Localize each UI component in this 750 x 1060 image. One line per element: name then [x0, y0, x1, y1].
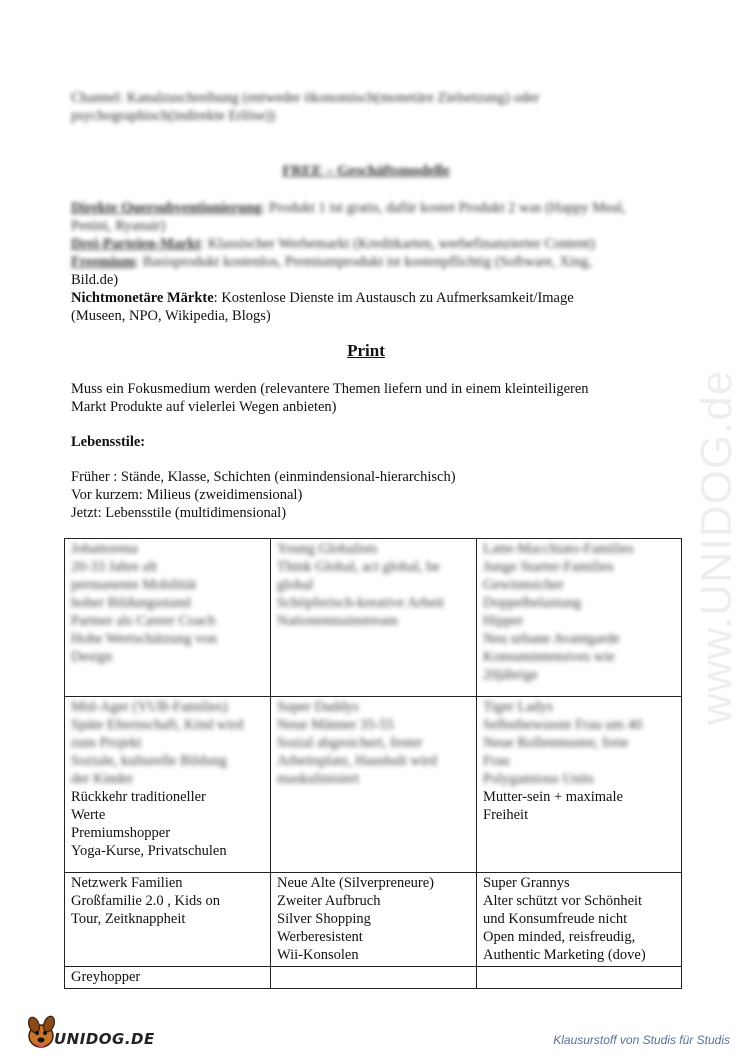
cell-line: Alter schützt vor Schönheit: [483, 893, 643, 909]
cell-line: Super Daddys: [277, 699, 359, 715]
lifestyles-table: [64, 538, 682, 989]
cell-line: Neue Männer 35-55: [277, 717, 394, 733]
cell-line: Arbeitsplatz, Haushalt wird: [277, 753, 437, 769]
cell-line: maskulinisiert: [277, 771, 360, 787]
cell-line: Werberesistent: [277, 929, 363, 945]
table-cell: [65, 873, 271, 967]
cell-line: global: [277, 577, 314, 593]
table-cell: [477, 539, 682, 697]
footer-tagline: Klausurstoff von Studis für Studis: [553, 1033, 730, 1047]
free-item-3-term: Freemium: [71, 254, 136, 270]
table-row: [65, 967, 682, 989]
channel-line-2: psychographisch(indirekte Erlöse)): [71, 108, 276, 124]
channel-line-1: Channel: Kanalzuschreibung (entweder ökonomisch(monetäre Zielsetzung) oder: [71, 90, 540, 106]
table-row: [65, 873, 682, 967]
print-section-title: Print: [347, 341, 385, 360]
table-cell: [477, 873, 682, 967]
cell-lines: [277, 874, 470, 964]
cell-line: Schöpferisch-kreative Arbeit: [277, 595, 445, 611]
lifestyles-heading: Lebensstile:: [71, 434, 146, 450]
cell-line: Yoga-Kurse, Privatschulen: [71, 843, 227, 859]
history-line-3: Jetzt: Lebensstile (multidimensional): [71, 505, 287, 521]
cell-line: Wii-Konsolen: [277, 947, 359, 963]
cell-line: Freiheit: [483, 807, 529, 823]
cell-line: Design: [71, 649, 113, 665]
logo-text: UNIDOG.DE: [54, 1030, 155, 1048]
cell-line: Netzwerk Familien: [71, 875, 183, 891]
cell-line: Zweiter Aufbruch: [277, 893, 381, 909]
cell-lines-blurred: [483, 698, 675, 788]
free-item-4-continuation: (Museen, NPO, Wikipedia, Blogs): [71, 308, 271, 324]
cell-line: permanente Mobilität: [71, 577, 197, 593]
free-item-4: [71, 289, 661, 307]
cell-line: Jobattorena: [71, 541, 138, 557]
cell-line: Think Global, act global, be: [277, 559, 440, 575]
table-cell: [477, 697, 682, 873]
free-item-1: [71, 199, 661, 235]
cell-line: Super Grannys: [483, 875, 570, 891]
free-item-2-term: Drei-Parteien-Markt: [71, 236, 201, 252]
cell-line: Neue Rollenmuster, freie: [483, 735, 629, 751]
free-item-1-term: Direkte Quersubventionierung: [71, 200, 262, 216]
cell-line: Latte-Macchiato-Families: [483, 541, 634, 557]
cell-line: Hipper: [483, 613, 524, 629]
cell-lines: [71, 540, 264, 666]
unidog-logo: [24, 1012, 164, 1052]
cell-line: Werte: [71, 807, 106, 823]
free-item-1-text: : Produkt 1 ist gratis, dafür kostet Produkt 2 was (Happy Meal, Penini, Ryanair): [71, 200, 626, 234]
cell-line: Nationenmainstream: [277, 613, 398, 629]
cell-lines: [483, 874, 675, 964]
free-item-2-text: : Klassischer Werbemarkt (Kreditkarten, werbefinanzierter Content): [200, 236, 596, 252]
cell-line: Hohe Wertschätzung von: [71, 631, 217, 647]
cell-line: Neu urbane Avantgarde: [483, 631, 620, 647]
cell-line: 20jährige: [483, 667, 538, 683]
cell-line: Premiumshopper: [71, 825, 171, 841]
cell-line: Tour, Zeitknappheit: [71, 911, 186, 927]
cell-line: 20-33 Jahre alt: [71, 559, 158, 575]
free-item-2: [71, 235, 661, 253]
table-cell: Greyhopper: [65, 967, 271, 989]
cell-line: Selbstbewusste Frau um 40: [483, 717, 643, 733]
cell-line: Tiger Ladys: [483, 699, 553, 715]
cell-lines: [483, 788, 675, 824]
cell-line: Open minded, reisfreudig,: [483, 929, 636, 945]
cell-line: Mid-Ager (YUB-Families): [71, 699, 228, 715]
table-cell: [271, 697, 477, 873]
cell-line: hoher Bildungsstand: [71, 595, 191, 611]
free-item-3: [71, 253, 661, 271]
table-cell: [271, 967, 477, 989]
cell-lines: [71, 874, 264, 928]
table-cell: [65, 539, 271, 697]
cell-lines-blurred: [71, 698, 264, 788]
cell-lines-blurred: [277, 698, 470, 788]
cell-lines: [277, 540, 470, 630]
free-item-4-term: Nichtmonetäre Märkte: [71, 290, 214, 306]
free-section-title: FREE – Geschäftsmodelle: [282, 163, 450, 179]
history-line-1: Früher : Stände, Klasse, Schichten (einmindensional-hierarchisch): [71, 469, 456, 485]
history-line-2: Vor kurzem: Milieus (zweidimensional): [71, 487, 303, 503]
cell-line: Frau: [483, 753, 510, 769]
table-cell: [271, 539, 477, 697]
lifestyles-history: [71, 468, 661, 522]
table-cell: [65, 697, 271, 873]
channel-paragraph: [71, 89, 661, 125]
cell-line: und Konsumfreude nicht: [483, 911, 628, 927]
cell-line: Soziale, kulturelle Bildung: [71, 753, 227, 769]
cell-lines: [71, 788, 264, 860]
table-row: [65, 539, 682, 697]
print-intro-line-1: Muss ein Fokusmedium werden (relevantere Themen liefern und in einem kleinteiligeren: [71, 381, 589, 397]
cell-line: zum Projekt: [71, 735, 142, 751]
cell-line: Authentic Marketing (dove): [483, 947, 646, 963]
table-row: [65, 697, 682, 873]
cell-line: Rückkehr traditioneller: [71, 789, 206, 805]
cell-line: der Kinder: [71, 771, 134, 787]
cell-line: Späte Elternschaft, Kind wird: [71, 717, 244, 733]
cell-lines: [483, 540, 675, 684]
watermark-text: www.UNIDOG.de: [692, 369, 741, 725]
cell-line: Partner als Career Coach: [71, 613, 216, 629]
cell-line: Silver Shopping: [277, 911, 371, 927]
free-item-3-continuation: Bild.de): [71, 272, 119, 288]
cell-line: Junge Starter-Families: [483, 559, 614, 575]
cell-line: Konsumintensives wie: [483, 649, 615, 665]
cell-line: Großfamilie 2.0 , Kids on: [71, 893, 221, 909]
print-intro-line-2: Markt Produkte auf vielerlei Wegen anbieten): [71, 399, 337, 415]
cell-line: Gewinnsicher: [483, 577, 564, 593]
cell-line: Young Globalists: [277, 541, 378, 557]
cell-line: Neue Alte (Silverpreneure): [277, 875, 435, 891]
cell-line: Doppelbelastung: [483, 595, 582, 611]
cell-line: Polygamious Units: [483, 771, 594, 787]
cell-line: Mutter-sein + maximale: [483, 789, 623, 805]
free-item-4-text: : Kostenlose Dienste im Austausch zu Aufmerksamkeit/Image: [213, 290, 574, 306]
table-cell: [477, 967, 682, 989]
cell-line: Sozial abgesichert, fester: [277, 735, 423, 751]
print-intro: [71, 380, 661, 416]
table-cell: [271, 873, 477, 967]
free-item-3-text: : Basisprodukt kostenlos, Premiumprodukt ist kostenpflichtig (Software, Xing,: [135, 254, 592, 270]
